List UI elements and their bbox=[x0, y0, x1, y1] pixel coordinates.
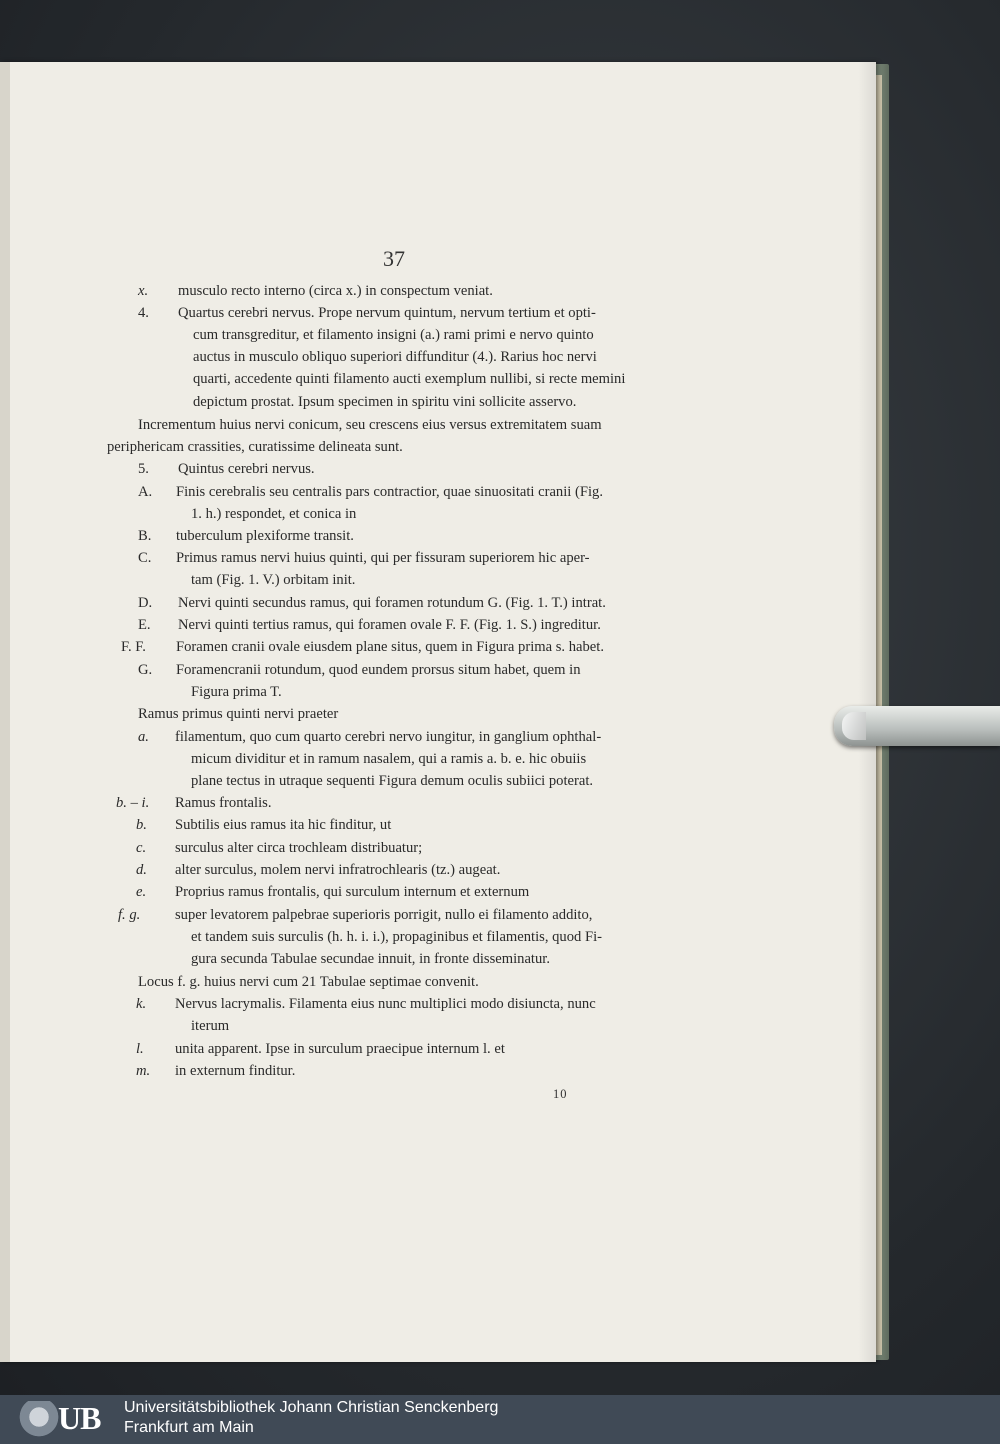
text-line: Incrementum huius nervi conicum, seu crescens eius versus extremitatem suam bbox=[138, 417, 602, 433]
text-line: Locus f. g. huius nervi cum 21 Tabulae septimae convenit. bbox=[138, 974, 479, 990]
line-label: f. g. bbox=[118, 907, 141, 923]
line-label: a. bbox=[138, 729, 149, 745]
text-line: cum transgreditur, et filamento insigni (a.) rami primi e nervo quinto bbox=[193, 327, 594, 343]
printer-signature: 10 bbox=[553, 1087, 568, 1101]
library-name: Universitätsbibliothek Johann Christian Senckenberg bbox=[124, 1399, 499, 1416]
line-label: A. bbox=[138, 484, 153, 500]
page-number: 37 bbox=[383, 246, 405, 271]
text-line: Proprius ramus frontalis, qui surculum internum et externum bbox=[175, 884, 530, 900]
text-line: auctus in musculo obliquo superiori diffunditur (4.). Rarius hoc nervi bbox=[193, 349, 597, 365]
text-line: alter surculus, molem nervi infratrochlearis (tz.) augeat. bbox=[175, 862, 501, 878]
text-line: in externum finditur. bbox=[175, 1063, 296, 1079]
text-line: surculus alter circa trochleam distribuatur; bbox=[175, 840, 423, 856]
text-line: tam (Fig. 1. V.) orbitam init. bbox=[191, 572, 356, 588]
line-label: l. bbox=[136, 1041, 144, 1057]
text-line: iterum bbox=[191, 1018, 230, 1034]
text-line: unita apparent. Ipse in surculum praecipue internum l. et bbox=[175, 1041, 505, 1057]
line-label: C. bbox=[138, 550, 152, 566]
text-line: quarti, accedente quinti filamento aucti exemplum nullibi, si recte memini bbox=[193, 371, 626, 387]
text-line: Foramencranii rotundum, quod eundem prorsus situm habet, quem in bbox=[176, 662, 581, 678]
book-page bbox=[0, 62, 876, 1362]
text-line: Foramen cranii ovale eiusdem plane situs, quem in Figura prima s. habet. bbox=[176, 639, 604, 655]
line-label: b. – i. bbox=[116, 795, 150, 811]
text-line: musculo recto interno (circa x.) in conspectum veniat. bbox=[178, 283, 493, 299]
text-line: Nervus lacrymalis. Filamenta eius nunc multiplici modo disiuncta, nunc bbox=[175, 996, 596, 1012]
line-label: x. bbox=[138, 283, 149, 299]
line-label: e. bbox=[136, 884, 147, 900]
bookmark-slip bbox=[834, 706, 1000, 746]
line-label: c. bbox=[136, 840, 147, 856]
ub-logo[interactable]: UB bbox=[58, 1400, 101, 1436]
text-line: et tandem suis surculis (h. h. i. i.), propaginibus et filamentis, quod Fi- bbox=[191, 929, 603, 945]
text-line: super levatorem palpebrae superioris porrigit, nullo ei filamento addito, bbox=[175, 907, 593, 923]
text-line: Primus ramus nervi huius quinti, qui per fissuram superiorem hic aper- bbox=[176, 550, 590, 566]
line-label: 4. bbox=[138, 305, 149, 321]
portrait-icon bbox=[18, 1401, 60, 1441]
text-line: filamentum, quo cum quarto cerebri nervo iungitur, in ganglium ophthal- bbox=[175, 729, 602, 745]
text-line: Nervi quinti tertius ramus, qui foramen ovale F. F. (Fig. 1. S.) ingreditur. bbox=[178, 617, 601, 633]
line-label: b. bbox=[136, 817, 147, 833]
text-line: Quintus cerebri nervus. bbox=[178, 461, 315, 477]
text-line: Nervi quinti secundus ramus, qui foramen rotundum G. (Fig. 1. T.) intrat. bbox=[178, 595, 606, 611]
line-label: D. bbox=[138, 595, 153, 611]
text-line: Finis cerebralis seu centralis pars contractior, quae sinuositati cranii (Fig. bbox=[176, 484, 603, 500]
text-line: micum dividitur et in ramum nasalem, qui a ramis a. b. e. hic obuiis bbox=[191, 751, 587, 767]
text-line: depictum prostat. Ipsum specimen in spiritu vini sollicite asservo. bbox=[193, 394, 577, 410]
text-line: tuberculum plexiforme transit. bbox=[176, 528, 354, 544]
line-label: B. bbox=[138, 528, 152, 544]
text-line: Ramus frontalis. bbox=[175, 795, 272, 811]
text-line: Figura prima T. bbox=[191, 684, 282, 700]
line-label: m. bbox=[136, 1063, 151, 1079]
text-line: Quartus cerebri nervus. Prope nervum quintum, nervum tertium et opti- bbox=[178, 305, 596, 321]
line-label: 5. bbox=[138, 461, 149, 477]
library-city: Frankfurt am Main bbox=[124, 1419, 254, 1436]
text-line: Ramus primus quinti nervi praeter bbox=[138, 706, 339, 722]
line-label: F. F. bbox=[121, 639, 146, 655]
text-line: gura secunda Tabulae secundae innuit, in fronte disseminatur. bbox=[191, 951, 550, 967]
text-line: Subtilis eius ramus ita hic finditur, ut bbox=[175, 817, 392, 833]
text-line: periphericam crassities, curatissime delineata sunt. bbox=[107, 439, 403, 455]
line-label: k. bbox=[136, 996, 147, 1012]
line-label: G. bbox=[138, 662, 153, 678]
text-line: plane tectus in utraque sequenti Figura demum oculis subiici poterat. bbox=[191, 773, 594, 789]
page-gutter bbox=[0, 62, 10, 1362]
line-label: E. bbox=[138, 617, 151, 633]
line-label: d. bbox=[136, 862, 147, 878]
text-line: 1. h.) respondet, et conica in bbox=[191, 506, 357, 522]
